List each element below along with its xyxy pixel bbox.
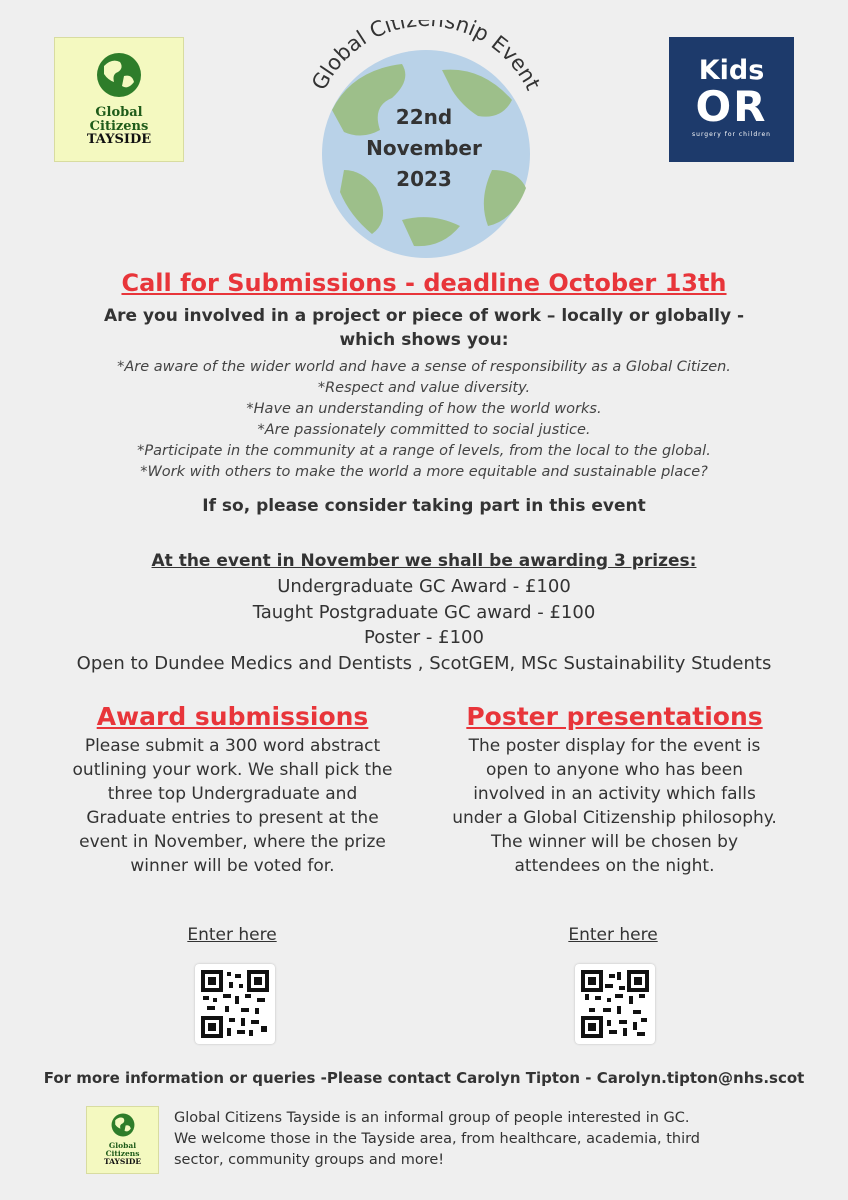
poster-presentations-section xyxy=(412,700,817,878)
question-line1: Are you involved in a project or piece of work – locally or globally - xyxy=(103,306,745,326)
event-date-year: 2023 xyxy=(396,167,452,191)
award-text-line: winner will be voted for. xyxy=(130,856,335,876)
criteria-item: *Have an understanding of how the world works. xyxy=(246,401,602,417)
criteria-item: *Are aware of the wider world and have a sense of responsibility as a Global Citizen. xyxy=(117,359,731,375)
globe-icon xyxy=(94,50,144,100)
award-text-line: Graduate entries to present at the xyxy=(86,808,379,828)
poster-text-line: attendees on the night. xyxy=(514,856,715,876)
qr-code-icon xyxy=(195,964,275,1044)
event-date-day: 22nd xyxy=(395,105,453,129)
logo-line2: Citizens xyxy=(105,1148,140,1158)
award-text-line: Please submit a 300 word abstract xyxy=(84,736,381,756)
prizes-list xyxy=(0,574,848,676)
kids-logo-tagline: surgery for children xyxy=(692,131,771,138)
call-for-submissions-heading: Call for Submissions - deadline October 13th xyxy=(121,269,727,297)
contact-line: For more information or queries -Please contact Carolyn Tipton - Carolyn.tipton@nhs.scot xyxy=(43,1069,805,1087)
kids-logo-line1: Kids xyxy=(698,55,765,86)
criteria-item: *Respect and value diversity. xyxy=(317,380,531,396)
award-qr-code[interactable] xyxy=(195,964,275,1044)
poster-qr-code[interactable] xyxy=(575,964,655,1044)
poster-text-line: The winner will be chosen by xyxy=(490,832,739,852)
global-citizens-logo-small xyxy=(86,1106,159,1174)
prizes-heading: At the event in November we shall be awarding 3 prizes: xyxy=(151,551,697,571)
award-submissions-title: Award submissions xyxy=(96,702,369,731)
open-to-line: Open to Dundee Medics and Dentists , ScotGEM, MSc Sustainability Students xyxy=(76,652,772,674)
poster-text-line: The poster display for the event is xyxy=(468,736,761,756)
consider-line: If so, please consider taking part in this event xyxy=(202,496,646,516)
poster-text-line: under a Global Citizenship philosophy. xyxy=(452,808,777,828)
qr-code-icon xyxy=(575,964,655,1044)
prize-item: Taught Postgraduate GC award - £100 xyxy=(252,601,596,623)
logo-line3: TAYSIDE xyxy=(86,132,152,148)
event-date-month: November xyxy=(366,136,482,160)
award-enter-link[interactable]: Enter here xyxy=(187,925,277,945)
award-text-line: three top Undergraduate and xyxy=(107,784,358,804)
logo-line2: Citizens xyxy=(89,118,149,134)
poster-text-line: involved in an activity which falls xyxy=(473,784,756,804)
poster-enter-link[interactable]: Enter here xyxy=(568,925,658,945)
about-line: Global Citizens Tayside is an informal group of people interested in GC. xyxy=(174,1110,690,1126)
about-text xyxy=(174,1108,834,1171)
event-globe xyxy=(292,20,556,270)
kids-logo-line2: OR xyxy=(695,82,768,131)
about-line: sector, community groups and more! xyxy=(174,1152,445,1168)
logo-line1: Global xyxy=(108,1141,137,1150)
question-line2: which shows you: xyxy=(339,330,509,350)
award-text-line: outlining your work. We shall pick the xyxy=(72,760,393,780)
poster-text-line: open to anyone who has been xyxy=(485,760,743,780)
globe-icon xyxy=(110,1112,136,1138)
award-submissions-section xyxy=(30,700,435,878)
award-text-line: event in November, where the prize xyxy=(79,832,386,852)
prize-item: Undergraduate GC Award - £100 xyxy=(277,576,571,597)
criteria-list xyxy=(0,357,848,483)
global-citizens-logo xyxy=(54,37,184,162)
kids-or-logo xyxy=(669,37,794,162)
criteria-item: *Are passionately committed to social justice. xyxy=(257,422,591,438)
prize-item: Poster - £100 xyxy=(364,627,484,648)
logo-line3: TAYSIDE xyxy=(103,1156,142,1166)
about-line: We welcome those in the Tayside area, from healthcare, academia, third xyxy=(174,1131,701,1147)
poster-presentations-title: Poster presentations xyxy=(466,702,763,731)
event-arc-title: Global Citi ship Event xyxy=(307,20,546,94)
criteria-item: *Participate in the community at a range of levels, from the local to the global. xyxy=(137,443,711,459)
logo-line1: Global xyxy=(95,105,143,120)
criteria-item: *Work with others to make the world a more equitable and sustainable place? xyxy=(140,464,708,480)
